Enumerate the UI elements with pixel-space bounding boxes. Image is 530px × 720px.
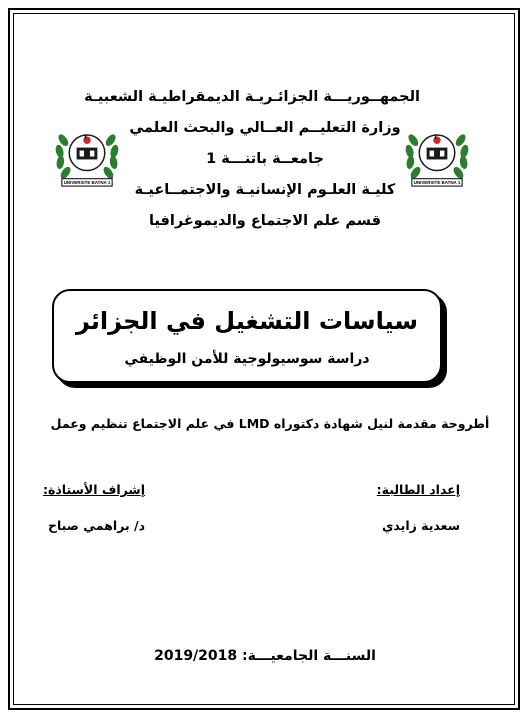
student-label: إعداد الطالبة:: [376, 482, 460, 497]
supervisor-block: [43, 480, 145, 536]
supervisor-label: إشراف الأستاذة:: [43, 482, 145, 497]
faculty-line: كليـة العلـوم الإنسانيـة والاجتمــاعيـة: [134, 182, 396, 198]
republic-line: الجمهــوريـــة الجزائـريـة الديمقراطيـة الشعبيـة: [84, 89, 420, 105]
emblem-caption: UNIVERSITE BATNA 1: [63, 180, 111, 186]
department-line: قسم علم الاجتماع والديموغرافيا: [149, 213, 381, 229]
student-block: [377, 480, 460, 536]
university-emblem-icon: [400, 118, 474, 192]
supervisor-name: د/ براهمي صباح: [47, 518, 145, 533]
thesis-subtitle: دراسة سوسيولوجية للأمن الوظيفي: [124, 351, 370, 367]
university-line: جامعــة باتنـــة 1: [206, 151, 324, 167]
ministry-line: وزارة التعليــم العــالي والبحث العلمي: [129, 120, 401, 136]
academic-year-value: 2019/2018: [154, 648, 238, 664]
academic-year-label: السنـــة الجامعيـــة:: [242, 648, 376, 664]
thesis-title-box: [52, 289, 442, 383]
thesis-title: سياسات التشغيل في الجزائر: [75, 307, 419, 335]
academic-year: [100, 648, 430, 664]
university-emblem-icon: [50, 118, 124, 192]
student-name: سعدية زايدي: [381, 518, 460, 533]
thesis-purpose: أطروحة مقدمة لنيل شهادة دكتوراه LMD في علم الاجتماع تنظيم وعمل: [50, 416, 490, 431]
emblem-caption: UNIVERSITE BATNA 1: [413, 180, 461, 186]
